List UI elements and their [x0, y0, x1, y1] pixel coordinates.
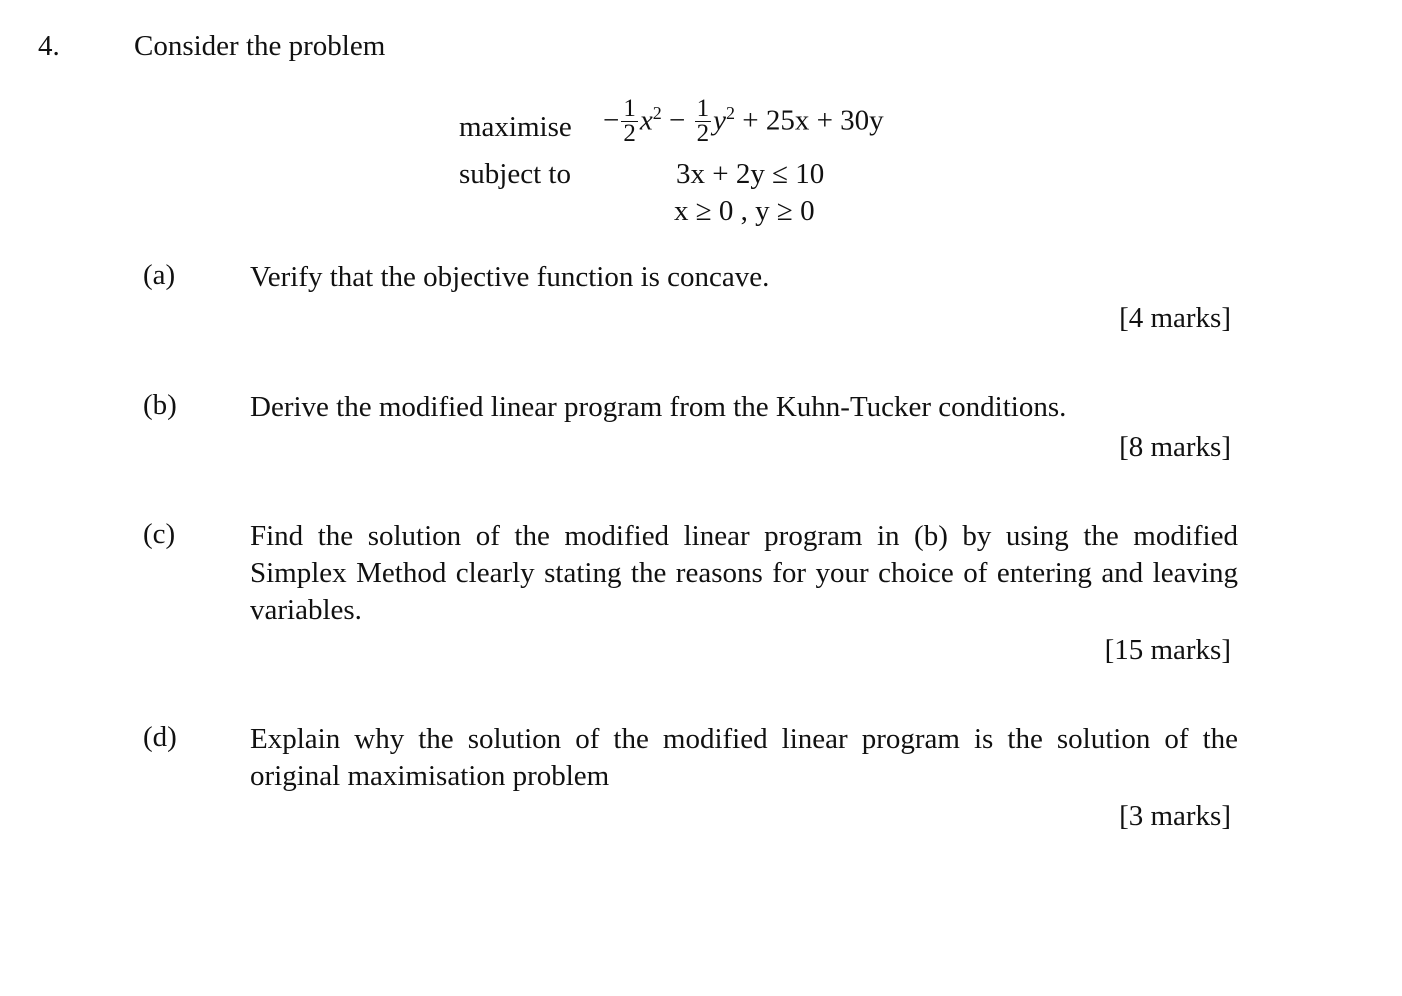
part-c-label: (c) — [143, 518, 176, 550]
fraction-half-2: $\frac{1}{2}$ — [696, 94, 710, 147]
question-number: 4. — [38, 30, 60, 62]
part-a-label: (a) — [143, 259, 176, 291]
fraction-half-1: $\frac{1}{2}$ — [623, 94, 636, 147]
part-b-label: (b) — [143, 389, 177, 421]
part-b-marks: [8 marks] — [1119, 431, 1231, 463]
part-d-label: (d) — [143, 721, 177, 753]
part-d-text: Explain why the solution of the modified linear program is the solution of the original maximisation problem — [250, 723, 1238, 792]
constraint-1: 3x + 2y ≤ 10 — [676, 158, 825, 190]
part-c-marks: [15 marks] — [1104, 634, 1231, 666]
constraint-label: subject to — [459, 158, 571, 190]
objective-minus: − — [603, 104, 620, 137]
question-intro: Consider the problem — [134, 30, 386, 62]
part-c-text: Find the solution of the modified linear program in (b) by using the modified Simplex Method clearly stating the reasons for your choice of entering and leaving variables. — [250, 520, 1238, 626]
part-a-marks: [4 marks] — [1119, 302, 1231, 334]
part-a-text: Verify that the objective function is concave. — [250, 261, 770, 293]
objective-function: − $\frac{1}{2}$ $x^2$ − $\frac{1}{2}$ $y^2 + 25x + 30y$ — [603, 94, 884, 147]
constraint-2: x ≥ 0 , y ≥ 0 — [674, 195, 815, 227]
objective-label: maximise — [459, 111, 572, 143]
part-b-text: Derive the modified linear program from the Kuhn-Tucker conditions. — [250, 391, 1067, 423]
part-d-marks: [3 marks] — [1119, 800, 1231, 832]
